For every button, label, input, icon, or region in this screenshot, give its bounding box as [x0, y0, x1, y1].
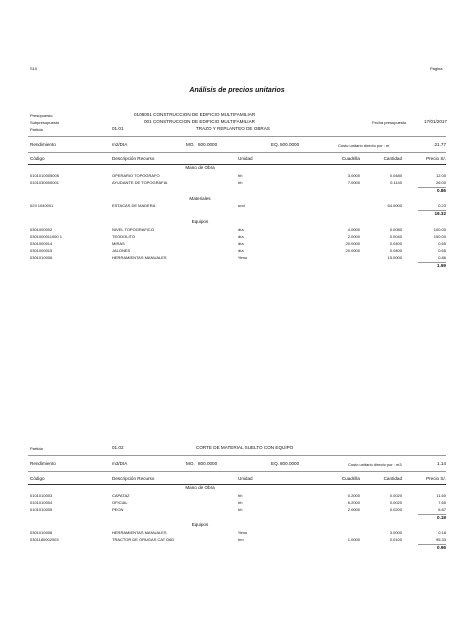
row-precio: 0.65: [438, 248, 446, 253]
row-code: 0101010005005: [30, 173, 59, 178]
col-codigo: Código: [30, 476, 45, 481]
row-unit: %mo: [238, 255, 248, 260]
row-desc: NIVEL TOPOGRAFICO: [112, 227, 154, 232]
row-desc: HERRAMIENTAS MANUALES: [112, 255, 167, 260]
fecha-label: Fecha presupuesto: [372, 120, 407, 125]
group-subtotal: 0.18: [437, 515, 446, 520]
row-cantidad: 0.0020: [389, 493, 402, 498]
eq-value: 800.0000: [280, 461, 300, 466]
mo-value: 800.0000: [198, 461, 218, 466]
col-cantidad: Cantidad: [383, 476, 402, 481]
row-precio: 11.60: [436, 493, 446, 498]
rendimiento-unit: m2/DIA: [112, 142, 128, 147]
row-code: 0301000002: [30, 227, 53, 232]
page-label: Página: [430, 66, 443, 71]
row-precio: 100.00: [433, 227, 446, 232]
row-cantidad: 15.0000: [387, 255, 402, 260]
row-code: 0301000014: [30, 241, 53, 246]
row-precio: 7.65: [438, 500, 446, 505]
col-unidad: Unidad: [238, 156, 253, 161]
row-cuadrilla: 0.2000: [347, 493, 360, 498]
row-cuadrilla: 2.0000: [347, 507, 360, 512]
row-desc: OFICIAL: [112, 500, 128, 505]
row-cantidad: 0.0400: [389, 241, 402, 246]
row-unit: hh: [238, 500, 243, 505]
partida-code: 01.02: [112, 445, 124, 450]
row-code: 0301000015: [30, 248, 53, 253]
partida-name: CORTE DE MATERIAL SUELTO CON EQUIPO: [196, 445, 294, 450]
col-cantidad: Cantidad: [383, 156, 402, 161]
eq-label: EQ.: [271, 461, 279, 466]
row-precio: 6.87: [438, 507, 446, 512]
row-desc: ESTACAS DE MADERA: [112, 203, 156, 208]
row-unit: día: [238, 227, 244, 232]
row-code: 0101010005: [30, 507, 53, 512]
costo-unitario-value: 1.14: [437, 461, 446, 466]
row-unit: hh: [238, 180, 243, 185]
group-subtotal: 1.59: [437, 263, 446, 268]
row-cuadrilla: 6.2000: [347, 500, 360, 505]
row-code: 0101010004: [30, 500, 53, 505]
group-subtotal: 0.96: [437, 545, 446, 550]
row-cantidad: 0.0080: [389, 227, 402, 232]
page-title: Análisis de precios unitarios: [189, 87, 285, 94]
partida-code: 01.01: [112, 126, 124, 131]
row-precio: 26.00: [435, 180, 446, 185]
group-title: Equipos: [191, 219, 209, 224]
presupuesto-value: 0108001 CONSTRUCCION DE EDIFICIO MULTIFAMILIAR: [134, 112, 256, 117]
col-unidad: Unidad: [238, 476, 253, 481]
row-unit: hm: [238, 537, 244, 542]
row-precio: 150.00: [433, 234, 446, 239]
row-code: 0301000011000 1: [30, 234, 62, 239]
mo-value: 500.0000: [198, 142, 218, 147]
row-cuadrilla: 2.0000: [347, 234, 360, 239]
row-cantidad: 0.0100: [389, 537, 402, 542]
col-descripcion: Descripción Recurso: [112, 156, 155, 161]
report-code: S10: [30, 66, 38, 71]
row-code: 0101030000001: [30, 180, 59, 185]
rendimiento-label: Rendimiento: [30, 461, 56, 466]
col-precio: Precio S/.: [426, 156, 446, 161]
row-desc: TEODOLITO: [112, 234, 136, 239]
row-desc: HERRAMIENTAS MANUALES: [112, 530, 167, 535]
group-title: Mano de Obra: [185, 485, 215, 490]
row-desc: JALONES: [112, 248, 131, 253]
rendimiento-label: Rendimiento: [30, 142, 56, 147]
row-code: 0301010006: [30, 530, 53, 535]
costo-unitario-label: Costo unitario directo por : m: [338, 143, 390, 148]
eq-label: EQ.: [271, 142, 279, 147]
row-cuadrilla: 1.0000: [347, 537, 360, 542]
fecha-value: 17/01/2017: [424, 119, 447, 124]
mo-label: MO.: [186, 461, 195, 466]
row-desc: CAPATAZ: [112, 493, 130, 498]
subpresupuesto-label: Subpresupuesto: [30, 120, 60, 125]
row-precio: 0.86: [438, 255, 446, 260]
row-code: 0301180002003: [30, 537, 59, 542]
row-code: 023 1040001: [30, 203, 54, 208]
presupuesto-label: Presupuesto: [30, 113, 53, 118]
row-cantidad: 64.0000: [387, 203, 402, 208]
partida-name: TRAZO Y REPLANTEO DE OBRAS: [196, 126, 270, 131]
col-precio: Precio S/.: [426, 476, 446, 481]
row-cuadrilla: 20.0000: [345, 248, 360, 253]
row-cuadrilla: 4.0000: [347, 227, 360, 232]
rendimiento-unit: m3/DIA: [112, 461, 128, 466]
row-precio: 0.18: [438, 530, 446, 535]
row-cuadrilla: 7.0000: [347, 180, 360, 185]
group-title: Mano de Obra: [185, 165, 215, 170]
group-title: Equipos: [191, 522, 209, 527]
row-precio: 0.23: [438, 203, 446, 208]
row-unit: hh: [238, 173, 243, 178]
row-desc: PEON: [112, 507, 124, 512]
row-desc: AYUDANTE DE TOPOGRAFIA: [112, 180, 168, 185]
partida-label: Partida: [30, 127, 43, 132]
row-unit: día: [238, 234, 244, 239]
group-subtotal: 0.86: [437, 188, 446, 193]
group-title: Materiales: [189, 196, 211, 201]
row-cuadrilla: 3.0000: [347, 173, 360, 178]
row-cantidad: 0.1140: [390, 180, 402, 185]
row-desc: MIRAS: [112, 241, 125, 246]
row-desc: OPERARIO TOPOGRAFO: [112, 173, 160, 178]
row-precio: 12.00: [435, 173, 446, 178]
row-cuadrilla: 20.0000: [345, 241, 360, 246]
row-unit: und: [238, 203, 245, 208]
row-cantidad: 0.0040: [389, 234, 402, 239]
row-unit: día: [238, 241, 244, 246]
col-cuadrilla: Cuadrilla: [341, 156, 360, 161]
row-unit: hh: [238, 493, 243, 498]
group-subtotal: 19.32: [434, 211, 446, 216]
row-unit: %mo: [238, 530, 248, 535]
row-cantidad: 0.0020: [389, 500, 402, 505]
costo-unitario-label: Costo unitario directo por : m3: [348, 462, 402, 467]
row-cantidad: 0.0200: [389, 507, 402, 512]
row-precio: 0.65: [438, 241, 446, 246]
col-descripcion: Descripción Recurso: [112, 476, 155, 481]
mo-label: MO.: [186, 142, 195, 147]
col-cuadrilla: Cuadrilla: [341, 476, 360, 481]
row-code: 0101010003: [30, 493, 53, 498]
row-cantidad: 0.0480: [389, 173, 402, 178]
costo-unitario-value: 21.77: [434, 142, 446, 147]
row-desc: TRACTOR DE ORUGAS CAT D6D: [112, 537, 175, 542]
row-precio: 95.33: [435, 537, 446, 542]
row-unit: día: [238, 248, 244, 253]
subpresupuesto-value: 001 CONSTRUCCION DE EDIFICIO MULTIFAMILIAR: [144, 119, 255, 124]
row-cantidad: 3.0000: [389, 530, 402, 535]
row-cantidad: 0.0400: [389, 248, 402, 253]
row-unit: hh: [238, 507, 243, 512]
partida-label: Partida: [30, 446, 43, 451]
eq-value: 500.0000: [280, 142, 300, 147]
col-codigo: Código: [30, 156, 45, 161]
row-code: 0301010006: [30, 255, 53, 260]
